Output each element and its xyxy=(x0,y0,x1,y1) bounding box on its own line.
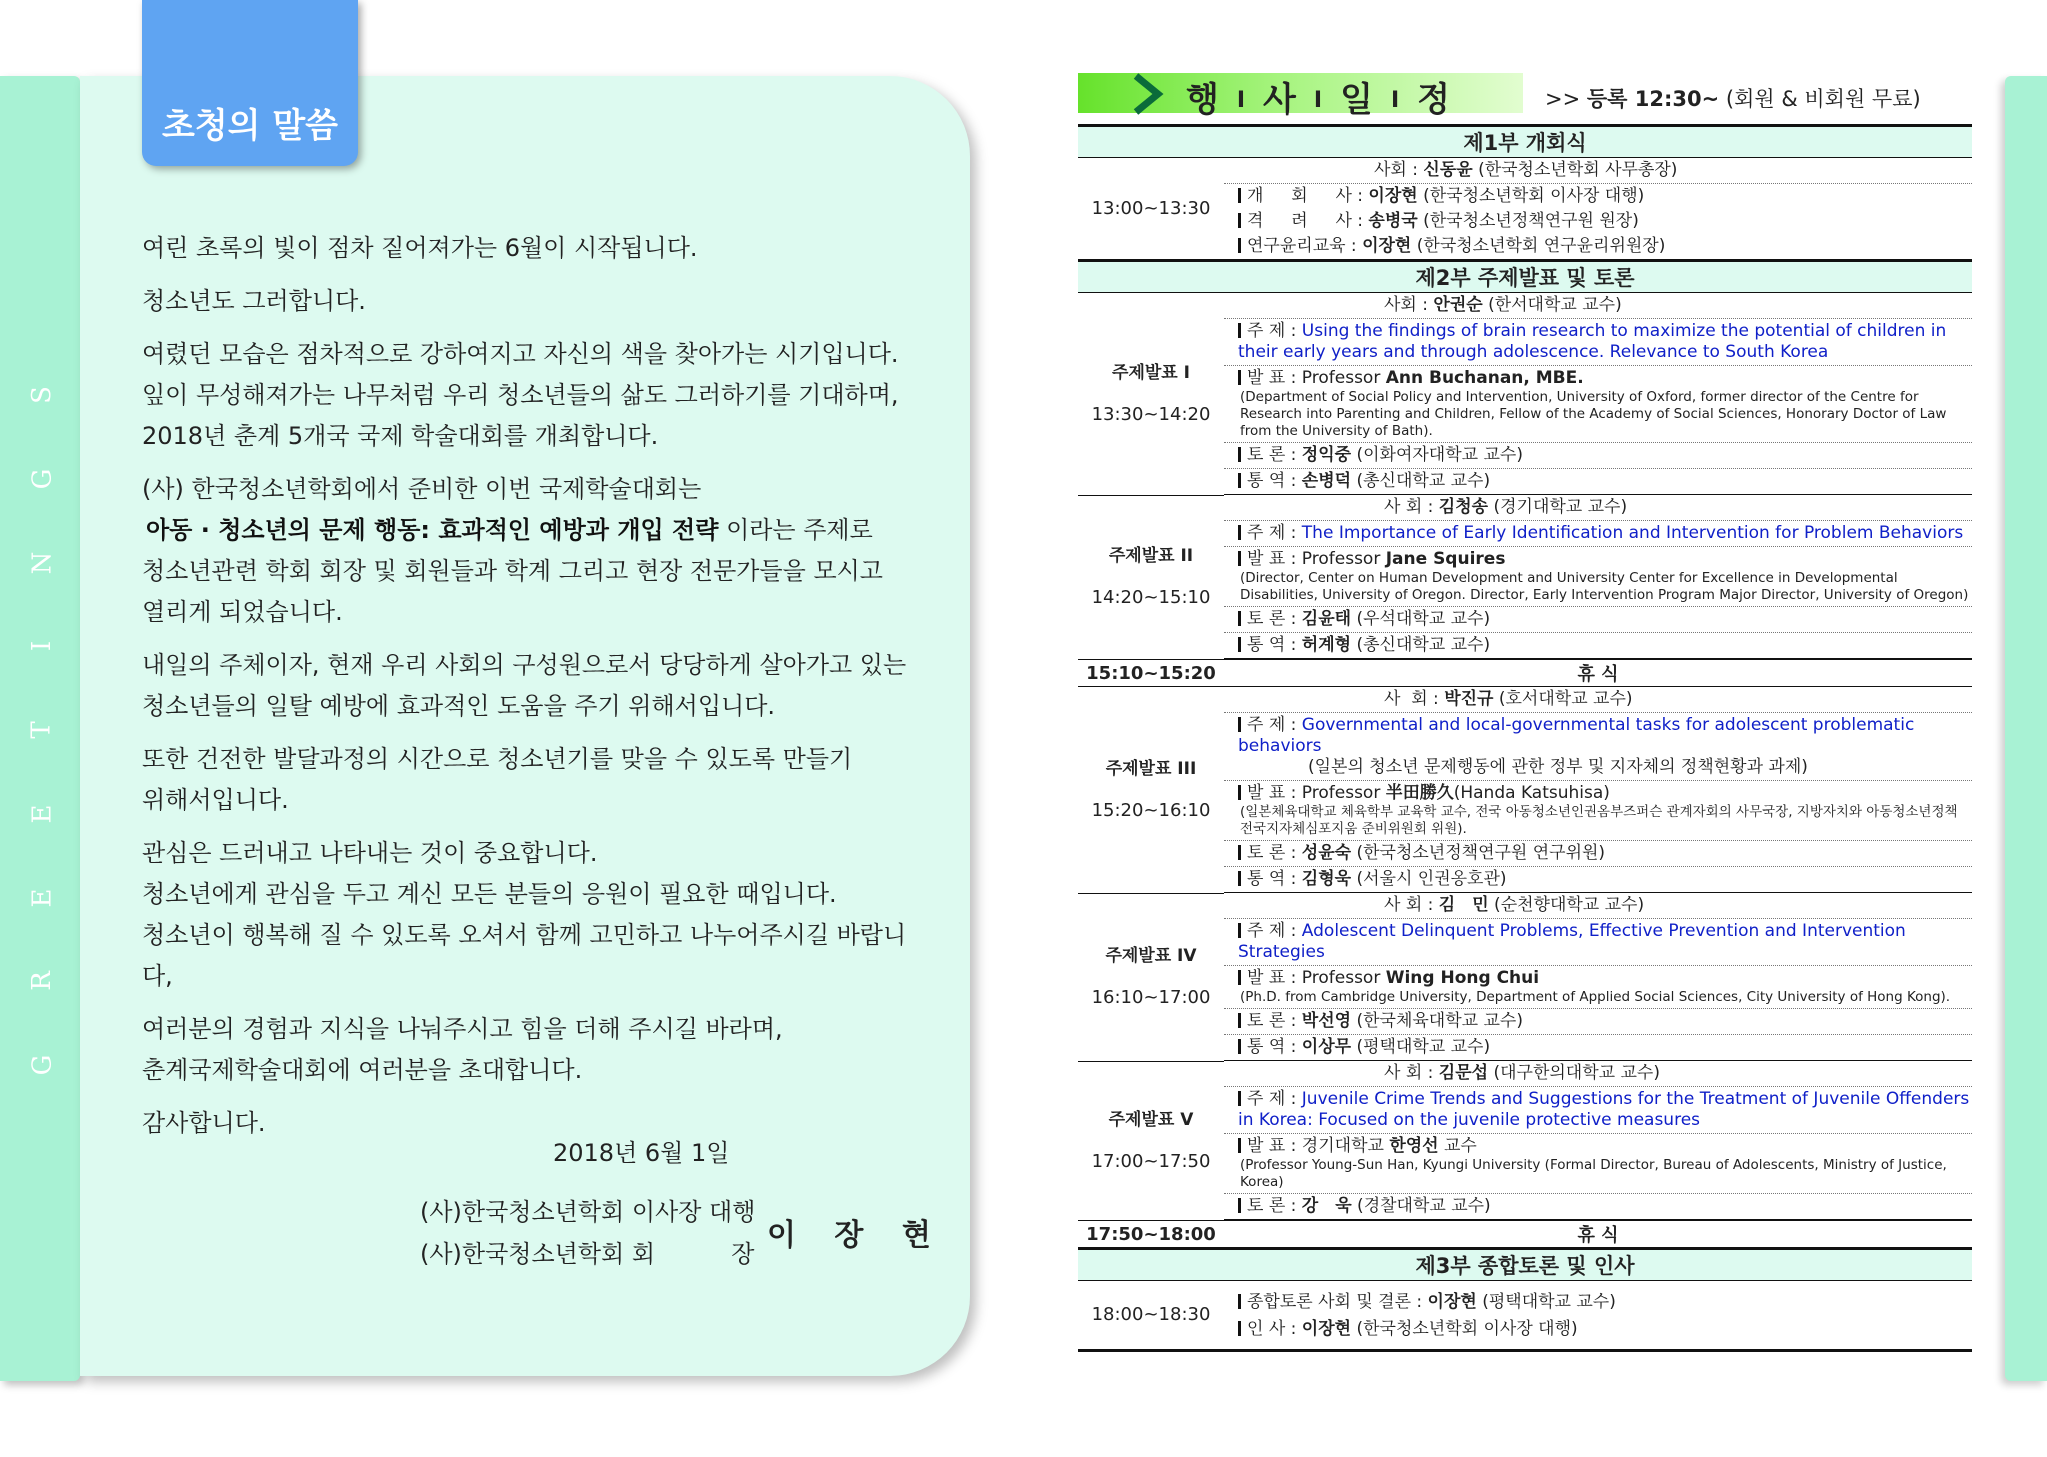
greeting-paragraph xyxy=(142,1009,932,1091)
session-label: 주제발표 I xyxy=(1112,362,1190,383)
host-cell xyxy=(1224,1061,1972,1087)
affiliation: (평택대학교 교수) xyxy=(1351,1037,1491,1057)
session-label-cell xyxy=(1078,293,1224,496)
affiliation: (한국청소년학회 사무총장) xyxy=(1472,160,1678,180)
greetings-letter: G xyxy=(27,468,57,490)
conference-topic: 아동 · 청소년의 문제 행동: 효과적인 예방과 개입 전략 xyxy=(146,516,719,544)
presenter-name: 한영선 xyxy=(1389,1136,1439,1156)
person-name: 안권순 xyxy=(1433,295,1483,315)
topic-title: Adolescent Delinquent Problems, Effective Prevention and Intervention Strategies xyxy=(1238,921,1906,962)
presenter-cell xyxy=(1224,366,1972,443)
section-header xyxy=(1078,1249,1972,1281)
greeting-line: 이라는 주제로 xyxy=(726,516,873,544)
session-time: 16:10~17:00 xyxy=(1091,987,1211,1008)
greeting-line: 청소년도 그러합니다. xyxy=(142,287,366,315)
presenter-suffix: 교수 xyxy=(1438,1136,1477,1156)
role-label: 사회 : xyxy=(1384,295,1434,315)
role-label: 토 론 : xyxy=(1247,609,1302,629)
affiliation: (한국청소년학회 이사장 대행) xyxy=(1351,1319,1578,1339)
role-label: 발 표 : xyxy=(1247,1136,1302,1156)
affiliation: (평택대학교 교수) xyxy=(1476,1292,1616,1312)
role-label: 발 표 : xyxy=(1247,968,1302,988)
signer-name: 이 장 현 xyxy=(767,1218,945,1253)
presenter-name: Ann Buchanan, MBE. xyxy=(1385,368,1584,388)
session-label: 주제발표 V xyxy=(1108,1109,1194,1130)
role-label: 통 역 : xyxy=(1247,471,1302,491)
break-label: 휴 식 xyxy=(1224,1221,1972,1249)
program-cell xyxy=(1224,184,1972,210)
greetings-letter: I xyxy=(27,641,57,652)
role-label: 사 회 : xyxy=(1384,497,1439,517)
host-cell xyxy=(1224,687,1972,713)
session-label: 주제발표 II xyxy=(1108,546,1194,567)
greeting-line: 또한 건전한 발달과정의 시간으로 청소년기를 맞을 수 있도록 만들기 xyxy=(142,745,853,773)
table-row xyxy=(1078,893,1972,919)
greeting-line: 여렸던 모습은 점차적으로 강하여지고 자신의 색을 찾아가는 시기입니다. xyxy=(142,340,899,368)
program-cell xyxy=(1224,234,1972,261)
greeting-line: 관심은 드러내고 나타내는 것이 중요합니다. xyxy=(142,839,598,867)
greeting-paragraph xyxy=(142,833,932,997)
presenter-suffix: (Handa Katsuhisa) xyxy=(1453,783,1610,803)
interpreter-cell xyxy=(1224,867,1972,893)
signer-title-1: (사)한국청소년학회 이사장 대행 xyxy=(420,1198,756,1226)
role-label: 발 표 : xyxy=(1247,549,1302,569)
affiliation: (총신대학교 교수) xyxy=(1351,635,1491,655)
session-time: 15:20~16:10 xyxy=(1091,799,1211,821)
topic-title: Governmental and local-governmental tasks for adolescent problematic behaviors xyxy=(1238,715,1915,756)
greeting-line: 청소년들의 일탈 예방에 효과적인 도움을 주기 위해서입니다. xyxy=(142,692,776,720)
person-name: 박진규 xyxy=(1444,689,1494,709)
break-time: 15:10~15:20 xyxy=(1078,660,1224,687)
role-label: 주 제 : xyxy=(1247,715,1302,735)
greeting-line: 청소년관련 학회 회장 및 회원들과 학계 그리고 현장 전문가들을 모시고 xyxy=(142,557,883,585)
role-label: 통 역 : xyxy=(1247,1037,1302,1057)
greetings-letter: S xyxy=(27,386,57,404)
time-cell xyxy=(1078,158,1224,261)
greeting-paragraph xyxy=(142,228,932,269)
break-row xyxy=(1078,660,1972,687)
affiliation: (이화여자대학교 교수) xyxy=(1351,445,1523,465)
break-label: 휴 식 xyxy=(1224,660,1972,687)
table-row xyxy=(1078,293,1972,319)
greetings-letter: G xyxy=(27,1054,57,1076)
affiliation: (한서대학교 교수) xyxy=(1482,295,1622,315)
greeting-line: 잎이 무성해져가는 나무처럼 우리 청소년들의 삶도 그러하기를 기대하며, xyxy=(142,381,899,409)
role-label: 주 제 : xyxy=(1247,321,1302,341)
section-title: 제1부 개회식 xyxy=(1078,126,1972,158)
side-strip-right xyxy=(2005,76,2047,1381)
greeting-title-tab xyxy=(142,0,358,166)
interpreter-cell xyxy=(1224,1035,1972,1061)
affiliation: (경기대학교 교수) xyxy=(1488,497,1628,517)
schedule-title: 행 I 사 I 일 I 정 xyxy=(1186,80,1452,120)
role-label: 토 론 : xyxy=(1247,843,1302,863)
discussant-cell xyxy=(1224,841,1972,867)
presenter-bio: (Professor Young-Sun Han, Kyungi University (Formal Director, Bureau of Adolescents, Ministry of Justice, Korea) xyxy=(1240,1157,1947,1190)
person-name: 성윤숙 xyxy=(1301,843,1352,863)
role-label: 통 역 : xyxy=(1247,635,1302,655)
affiliation: (한국체육대학교 교수) xyxy=(1351,1011,1523,1031)
role-label: 주 제 : xyxy=(1247,921,1302,941)
role-label: 통 역 : xyxy=(1247,869,1302,889)
session-label-cell xyxy=(1078,687,1224,894)
affiliation: (순천향대학교 교수) xyxy=(1488,895,1645,915)
registration-fee: (회원 & 비회원 무료) xyxy=(1719,87,1921,111)
affiliation: (대구한의대학교 교수) xyxy=(1488,1063,1660,1083)
affiliation: (한국청소년정책연구원 연구위원) xyxy=(1351,843,1606,863)
role-label: 발 표 : xyxy=(1247,783,1302,803)
discussant-cell xyxy=(1224,607,1972,633)
topic-cell xyxy=(1224,713,1972,781)
greeting-paragraph xyxy=(142,1103,932,1144)
program-cell xyxy=(1224,209,1972,234)
greetings-letter: E xyxy=(26,804,57,824)
greeting-line: 청소년이 행복해 질 수 있도록 오셔서 함께 고민하고 나누어주시길 바랍니다, xyxy=(142,921,907,990)
greeting-line: 청소년에게 관심을 두고 계신 모든 분들의 응원이 필요한 때입니다. xyxy=(142,880,837,908)
person-name: 정익중 xyxy=(1301,445,1352,465)
greeting-title: 초청의 말씀 xyxy=(161,106,339,146)
presenter-prefix: Professor xyxy=(1301,549,1386,569)
role-label: 개 회 사 : xyxy=(1247,186,1369,206)
presenter-prefix: Professor xyxy=(1301,783,1386,803)
greeting-date: 2018년 6월 1일 xyxy=(553,1139,730,1167)
affiliation: (한국청소년학회 이사장 대행) xyxy=(1417,186,1645,206)
greeting-paragraph xyxy=(142,334,932,457)
person-name: 김형욱 xyxy=(1301,869,1352,889)
discussant-cell xyxy=(1224,443,1972,469)
greetings-vertical-text xyxy=(22,380,62,1080)
session-label: 주제발표 IV xyxy=(1105,946,1197,966)
person-name: 손병덕 xyxy=(1301,471,1352,491)
break-time: 17:50~18:00 xyxy=(1078,1221,1224,1249)
signer-title-2: (사)한국청소년학회 회 장 xyxy=(420,1240,755,1268)
role-label: 종합토론 사회 및 결론 : xyxy=(1247,1292,1428,1312)
presenter-name: 半田勝久 xyxy=(1385,783,1454,803)
affiliation: (우석대학교 교수) xyxy=(1351,609,1491,629)
presenter-cell xyxy=(1224,781,1972,841)
schedule-title-char: 사 xyxy=(1263,80,1298,120)
break-row xyxy=(1078,1221,1972,1249)
presenter-prefix: 경기대학교 xyxy=(1301,1136,1390,1156)
registration-time: 등록 12:30~ xyxy=(1586,87,1720,111)
interpreter-cell xyxy=(1224,633,1972,659)
greeting-line: 내일의 주체이자, 현재 우리 사회의 구성원으로서 당당하게 살아가고 있는 xyxy=(142,651,907,679)
role-label: 사 회 : xyxy=(1384,895,1439,915)
person-name: 이장현 xyxy=(1368,186,1418,206)
host-cell xyxy=(1224,893,1972,919)
table-row xyxy=(1078,1061,1972,1087)
section-title: 제3부 종합토론 및 인사 xyxy=(1078,1249,1972,1281)
person-name: 강 욱 xyxy=(1301,1196,1352,1216)
role-label: 토 론 : xyxy=(1247,1196,1302,1216)
table-row xyxy=(1078,495,1972,521)
chevron-right-icon xyxy=(1128,72,1168,116)
person-name: 이장현 xyxy=(1301,1319,1352,1339)
program-cell xyxy=(1224,1316,1972,1350)
schedule-title-char: 행 xyxy=(1186,80,1221,120)
interpreter-cell xyxy=(1224,469,1972,495)
presenter-cell xyxy=(1224,1134,1972,1194)
greetings-letter: N xyxy=(27,551,57,574)
greetings-letter: E xyxy=(26,888,57,907)
schedule-table xyxy=(1078,124,1972,1352)
person-name: 이상무 xyxy=(1301,1037,1352,1057)
session-time: 13:30~14:20 xyxy=(1091,403,1211,425)
affiliation: (경찰대학교 교수) xyxy=(1351,1196,1491,1216)
greeting-line: (사) 한국청소년학회에서 준비한 이번 국제학술대회는 xyxy=(142,475,702,503)
table-row xyxy=(1078,1281,1972,1317)
session-time: 13:00~13:30 xyxy=(1091,197,1211,219)
presenter-bio: (Director, Center on Human Development and University Center for Excellence in Developmental Disabilities, University of Oregon. Director, Early Intervention Program Major Director, University of Oregon) xyxy=(1240,570,1969,603)
person-name: 김 민 xyxy=(1438,895,1489,915)
presenter-bio: (Ph.D. from Cambridge University, Department of Applied Social Sciences, City University of Hong Kong). xyxy=(1240,989,1951,1005)
topic-title: The Importance of Early Identification and Intervention for Problem Behaviors xyxy=(1301,523,1964,543)
discussant-cell xyxy=(1224,1009,1972,1035)
presenter-bio: (Department of Social Policy and Intervention, University of Oxford, former director of the Centre for Research into Parenting and Children, Fellow of the Academy of Social Sciences, Honorary Doctor of Law from the University of Bath). xyxy=(1240,389,1947,439)
greeting-body xyxy=(142,228,932,1156)
presenter-cell xyxy=(1224,966,1972,1009)
topic-cell xyxy=(1224,1087,1972,1134)
session-time: 14:20~15:10 xyxy=(1091,587,1211,609)
session-label-cell xyxy=(1078,1061,1224,1221)
greeting-line: 춘계국제학술대회에 여러분을 초대합니다. xyxy=(142,1056,583,1084)
presenter-prefix: Professor xyxy=(1301,368,1386,388)
affiliation: (서울시 인권옹호관) xyxy=(1351,869,1507,889)
role-label: 사회 : xyxy=(1374,160,1424,180)
person-name: 허계형 xyxy=(1301,635,1352,655)
presenter-bio: (일본체육대학교 체육학부 교육학 교수, 전국 아동청소년인권옴부즈퍼슨 관계자회의 사무국장, 지방자치와 아동청소년정책 전국지자체심포지움 준비위원회 위원). xyxy=(1240,804,1958,837)
person-name: 박선영 xyxy=(1301,1011,1352,1031)
person-name: 이장현 xyxy=(1362,236,1412,256)
affiliation: (한국청소년학회 연구윤리위원장) xyxy=(1411,236,1666,256)
time-cell xyxy=(1078,1281,1224,1351)
greeting-line: 위해서입니다. xyxy=(142,786,289,814)
discussant-cell xyxy=(1224,1194,1972,1220)
role-label: 토 론 : xyxy=(1247,445,1302,465)
person-name: 김청송 xyxy=(1438,497,1489,517)
section-title: 제2부 주제발표 및 토론 xyxy=(1078,261,1972,293)
person-name: 김문섭 xyxy=(1438,1063,1489,1083)
section-header xyxy=(1078,261,1972,293)
schedule-title-char: 정 xyxy=(1417,80,1452,120)
person-name: 송병국 xyxy=(1368,211,1418,231)
topic-title: Using the findings of brain research to maximize the potential of children in their early years and through adolescence. Relevance to South Korea xyxy=(1238,321,1947,362)
role-label: 사 회 : xyxy=(1384,689,1445,709)
role-label: 발 표 : xyxy=(1247,368,1302,388)
topic-title: Juvenile Crime Trends and Suggestions for the Treatment of Juvenile Offenders in Korea: Focused on the juvenile protective measures xyxy=(1238,1089,1970,1130)
host-cell xyxy=(1224,158,1972,184)
greetings-letter: R xyxy=(26,971,57,992)
session-label: 주제발표 III xyxy=(1105,758,1197,779)
section-header xyxy=(1078,126,1972,158)
schedule-title-char: 일 xyxy=(1340,80,1375,120)
greeting-paragraph xyxy=(142,645,932,727)
registration-info xyxy=(1545,83,1921,113)
topic-cell xyxy=(1224,319,1972,366)
session-time: 17:00~17:50 xyxy=(1091,1150,1211,1172)
session-label-cell xyxy=(1078,893,1224,1061)
program-cell xyxy=(1224,1281,1972,1317)
presenter-name: Wing Hong Chui xyxy=(1385,968,1540,988)
table-row xyxy=(1078,687,1972,713)
greeting-line: 여린 초록의 빛이 점차 짙어져가는 6월이 시작됩니다. xyxy=(142,234,698,262)
greeting-paragraph xyxy=(142,739,932,821)
topic-cell xyxy=(1224,919,1972,966)
person-name: 이장현 xyxy=(1427,1292,1477,1312)
table-row xyxy=(1078,158,1972,184)
host-cell xyxy=(1224,495,1972,521)
topic-cell xyxy=(1224,521,1972,547)
role-label: 격 려 사 : xyxy=(1247,211,1369,231)
affiliation: (총신대학교 교수) xyxy=(1351,471,1491,491)
session-label-cell xyxy=(1078,495,1224,660)
session-time: 18:00~18:30 xyxy=(1091,1304,1211,1325)
presenter-prefix: Professor xyxy=(1301,968,1386,988)
greeting-line: 감사합니다. xyxy=(142,1109,266,1137)
greeting-paragraph xyxy=(142,281,932,322)
role-label: 주 제 : xyxy=(1247,523,1302,543)
greeting-line: 2018년 춘계 5개국 국제 학술대회를 개최합니다. xyxy=(142,422,659,450)
greeting-paragraph xyxy=(142,510,932,633)
person-name: 김윤태 xyxy=(1301,609,1352,629)
presenter-cell xyxy=(1224,547,1972,607)
role-label: 인 사 : xyxy=(1247,1319,1302,1339)
registration-arrow: >> xyxy=(1545,87,1587,111)
role-label: 연구윤리교육 : xyxy=(1247,236,1363,256)
presenter-name: Jane Squires xyxy=(1385,549,1506,569)
greetings-letter: T xyxy=(27,721,57,739)
greeting-line: 여러분의 경험과 지식을 나눠주시고 힘을 더해 주시길 바라며, xyxy=(142,1015,783,1043)
affiliation: (한국청소년정책연구원 원장) xyxy=(1417,211,1639,231)
role-label: 주 제 : xyxy=(1247,1089,1302,1109)
host-cell xyxy=(1224,293,1972,319)
role-label: 사 회 : xyxy=(1384,1063,1439,1083)
affiliation: (호서대학교 교수) xyxy=(1493,689,1633,709)
role-label: 토 론 : xyxy=(1247,1011,1302,1031)
greeting-line: 열리게 되었습니다. xyxy=(142,598,343,626)
greeting-paragraph xyxy=(142,469,932,510)
person-name: 신동윤 xyxy=(1423,160,1473,180)
topic-subtitle: (일본의 청소년 문제행동에 관한 정부 및 지자체의 정책현황과 과제) xyxy=(1308,757,1808,777)
